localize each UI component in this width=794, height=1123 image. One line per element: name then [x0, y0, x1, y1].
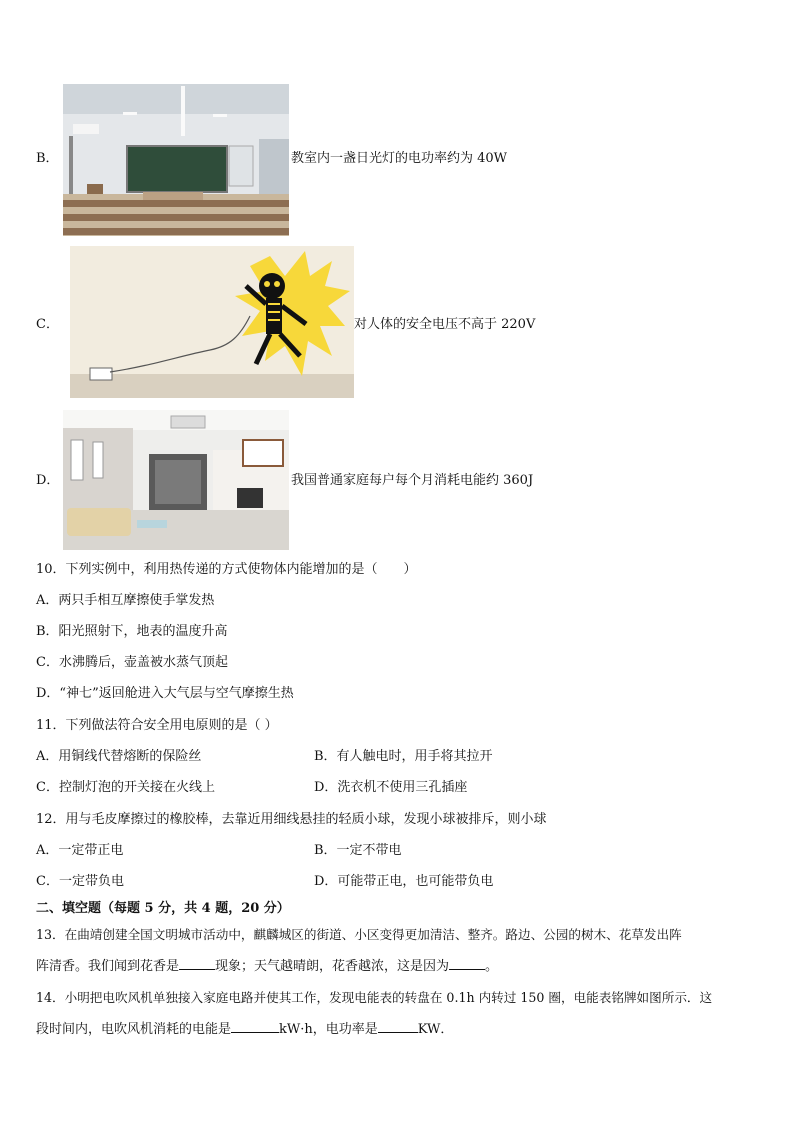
- living-room-photo: [63, 410, 289, 550]
- q10-option-b: B．阳光照射下，地表的温度升高: [36, 624, 228, 639]
- option-c-letter: C．: [36, 317, 59, 332]
- q13-blank-2[interactable]: [449, 957, 485, 970]
- q11-stem: 11．下列做法符合安全用电原则的是（ ）: [36, 718, 278, 733]
- q13-text-b: 现象；天气越晴朗，花香越浓，这是因为: [215, 959, 450, 974]
- option-d-letter: D．: [36, 473, 60, 488]
- option-b-text: 教室内一盏日光灯的电功率约为 40W: [291, 151, 508, 166]
- q13-text-a: 阵清香。我们闻到花香是: [36, 959, 180, 974]
- q11-option-b: B．有人触电时，用手将其拉开: [314, 749, 493, 764]
- q14-line-1: 14．小明把电吹风机单独接入家庭电路并使其工作，发现电能表的转盘在 0.1h 内转过 150 圈，电能表铭牌如图所示．这: [36, 990, 713, 1005]
- q14-blank-2[interactable]: [378, 1020, 418, 1033]
- q13-line-2: [36, 957, 498, 976]
- q12-option-d: D．可能带正电，也可能带负电: [314, 874, 494, 889]
- option-d-text: 我国普通家庭每户每个月消耗电能约 360J: [291, 473, 534, 488]
- q11-option-a: A．用铜线代替熔断的保险丝: [36, 749, 202, 764]
- q13-blank-1[interactable]: [179, 957, 215, 970]
- q12-option-c: C．一定带负电: [36, 874, 124, 889]
- q10-stem: 10．下列实例中，利用热传递的方式使物体内能增加的是（ ）: [36, 562, 417, 577]
- q10-option-d: D．“神七”返回舱进入大气层与空气摩擦生热: [36, 686, 294, 701]
- q14-text-b: kW·h，电功率是: [279, 1022, 378, 1037]
- section-2-title: 二、填空题（每题 5 分，共 4 题，20 分）: [36, 901, 290, 916]
- q10-option-a: A．两只手相互摩擦使手掌发热: [36, 593, 215, 608]
- option-c-text: 对人体的安全电压不高于 220V: [354, 317, 536, 332]
- option-b-letter: B．: [36, 151, 59, 166]
- q13-text-c: 。: [485, 959, 499, 974]
- q13-line-1: 13．在曲靖创建全国文明城市活动中，麒麟城区的街道、小区变得更加清洁、整齐。路边、公园的树木、花草发出阵: [36, 927, 682, 942]
- q12-option-b: B．一定不带电: [314, 843, 402, 858]
- electric-shock-skeleton-illustration: [70, 246, 354, 398]
- q14-text-c: KW．: [417, 1022, 454, 1037]
- classroom-photo: [63, 84, 289, 236]
- q12-stem: 12．用与毛皮摩擦过的橡胶棒，去靠近用细线悬挂的轻质小球，发现小球被排斥，则小球: [36, 812, 547, 827]
- q14-blank-1[interactable]: [231, 1020, 279, 1033]
- q11-option-c: C．控制灯泡的开关接在火线上: [36, 780, 215, 795]
- q12-option-a: A．一定带正电: [36, 843, 124, 858]
- q10-option-c: C．水沸腾后，壶盖被水蒸气顶起: [36, 655, 228, 670]
- q11-option-d: D．洗衣机不使用三孔插座: [314, 780, 468, 795]
- q14-line-2: [36, 1020, 453, 1039]
- q14-text-a: 段时间内，电吹风机消耗的电能是: [36, 1022, 232, 1037]
